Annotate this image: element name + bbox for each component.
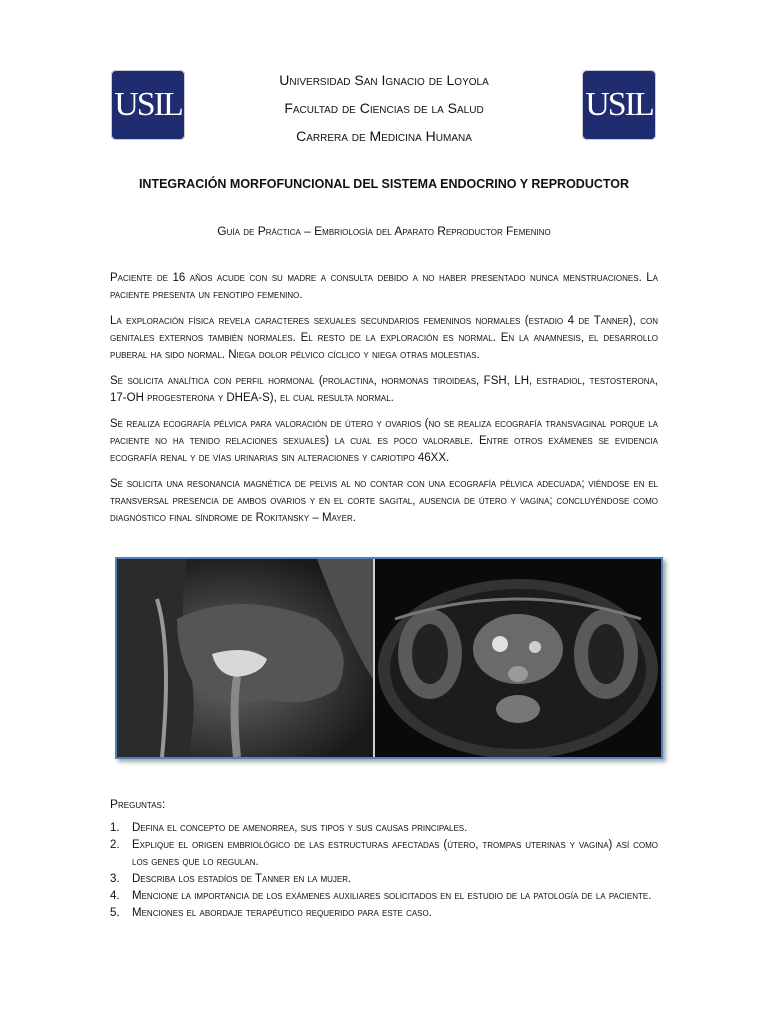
question-text: Mencione la importancia de los exámenes auxiliares solicitados en el estudio de la patología de la paciente. bbox=[132, 889, 652, 902]
question-item bbox=[110, 871, 658, 888]
document-subtitle: Guía de Práctica – Embriología del Aparato Reproductor Femenino bbox=[217, 224, 551, 238]
university-name: Universidad San Ignacio de Loyola bbox=[279, 72, 489, 88]
usil-logo-text: USIL bbox=[114, 86, 182, 123]
question-text: Menciones el abordaje terapéutico requerido para este caso. bbox=[132, 906, 432, 919]
question-item bbox=[110, 820, 658, 837]
question-number: 5. bbox=[110, 906, 120, 919]
question-number: 3. bbox=[110, 872, 120, 885]
questions-heading: Preguntas: bbox=[110, 797, 166, 811]
mri-axial-image bbox=[375, 559, 661, 757]
question-number: 1. bbox=[110, 822, 120, 834]
case-paragraph: Se solicita una resonancia magnética de pelvis al no contar con una ecografía pélvica adecuada; viéndose en el transversal presencia de ambos ovarios y en el corte sagital, ausencia de útero y vagina; concluyéndose como diagnóstico final síndrome de Rokitansky – Mayer. bbox=[110, 478, 658, 524]
case-description bbox=[110, 270, 658, 536]
case-paragraph: Paciente de 16 años acude con su madre a consulta debido a no haber presentado nunca menstruaciones. La paciente presenta un fenotipo femenino. bbox=[110, 272, 658, 301]
case-paragraph: Se solicita analítica con perfil hormonal (prolactina, hormonas tiroideas, FSH, LH, estradiol, testosterona, 17-OH progesterona y DHEA-S), el cual resulta normal. bbox=[110, 375, 658, 404]
faculty-name: Facultad de Ciencias de la Salud bbox=[284, 100, 484, 116]
question-text: Defina el concepto de amenorrea, sus tipos y sus causas principales. bbox=[132, 822, 468, 834]
question-item bbox=[110, 837, 658, 870]
career-name: Carrera de Medicina Humana bbox=[296, 128, 472, 144]
case-paragraph: La exploración física revela caracteres sexuales secundarios femeninos normales (estadio 4 de Tanner), con genitales externos también normales. El resto de la exploración es normal. En la anamnesis, el desarrollo puberal ha sido normal. Niega dolor pélvico cíclico y niega otras molestias. bbox=[110, 315, 658, 361]
question-number: 2. bbox=[110, 839, 120, 851]
document-header bbox=[0, 70, 768, 154]
question-number: 4. bbox=[110, 889, 120, 902]
question-text: Explique el origen embriológico de las estructuras afectadas (útero, trompas uterinas y vagina) así como los genes que lo regulan. bbox=[132, 839, 658, 868]
question-item bbox=[110, 905, 658, 922]
question-item bbox=[110, 888, 658, 905]
mri-figure bbox=[115, 557, 663, 759]
document-title: INTEGRACIÓN MORFOFUNCIONAL DEL SISTEMA ENDOCRINO Y REPRODUCTOR bbox=[138, 177, 630, 191]
mri-sagittal-image bbox=[117, 559, 373, 757]
usil-logo-text: USIL bbox=[585, 86, 653, 123]
questions-list bbox=[110, 820, 658, 922]
question-text: Describa los estadíos de Tanner en la mujer. bbox=[132, 872, 352, 885]
case-paragraph: Se realiza ecografía pélvica para valoración de útero y ovarios (no se realiza ecografía transvaginal porque la paciente no ha tenido relaciones sexuales) la cual es poco valorable. Entre otros exámenes se evidencia ecografía renal y de vías urinarias sin alteraciones y cariotipo 46XX. bbox=[110, 418, 658, 464]
